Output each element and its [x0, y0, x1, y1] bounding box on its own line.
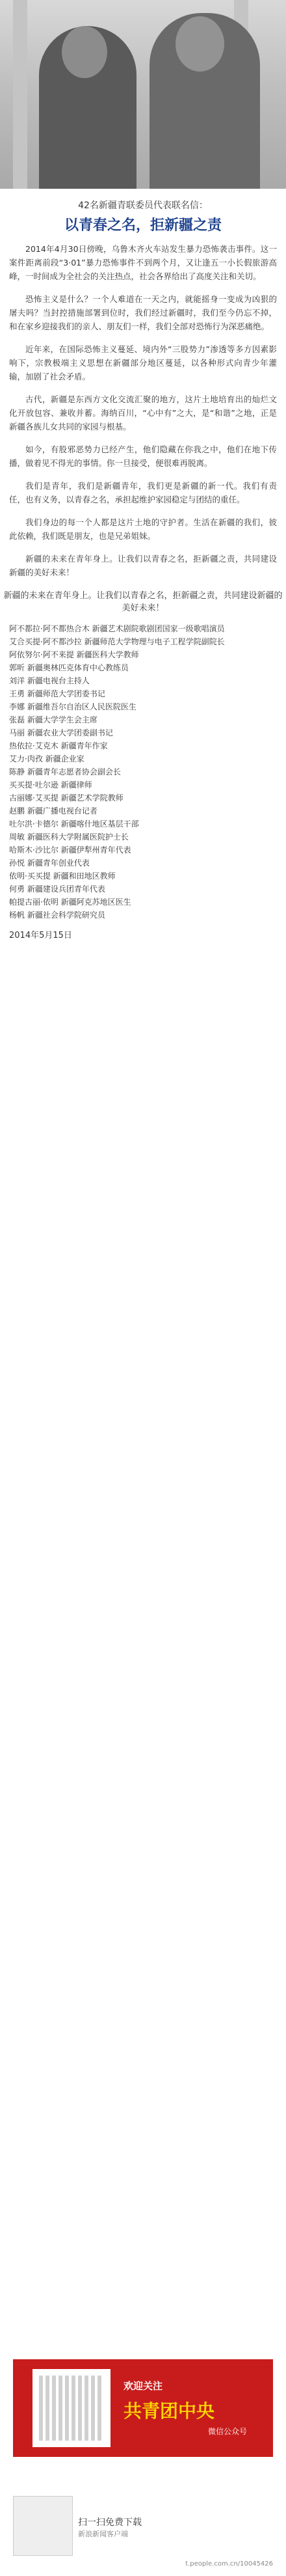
signer-item: 周敏 新疆医科大学附属医院护士长	[9, 832, 129, 842]
article-date: 2014年5月15日	[9, 931, 72, 940]
paragraph: 2014年4月30日傍晚，乌鲁木齐火车站发生暴力恐怖袭击事件。这一案件距离前段“3·01”暴力恐怖事件不到两个月，又让逢五一小长假旅游高峰，一时间成为全社会的关注热点，社会各界给出了高度关注和关切。	[9, 244, 277, 281]
article-subtitle: 42名新疆青联委员代表联名信：	[78, 200, 208, 211]
signer-item: 杨帆 新疆社会科学院研究员	[9, 911, 105, 920]
paragraph: 近年来，在国际恐怖主义蔓延、境内外“三股势力”渗透等多方因素影响下，宗教极端主义思想在新疆部分地区蔓延，以各种形式向青少年灌输，加剧了社会矛盾。	[9, 344, 277, 381]
signer-item: 买买提·吐尔逊 新疆律师	[9, 780, 92, 789]
download-footer	[13, 2489, 273, 2568]
signer-item: 吐尔洪·卡德尔 新疆喀什地区基层干部	[9, 819, 139, 829]
scan-label: 扫一扫免费下载	[78, 2517, 142, 2528]
signer-item: 李娜 新疆维吾尔自治区人民医院医生	[9, 702, 136, 711]
photo-pillar	[13, 0, 27, 189]
signer-item: 阿不都拉·阿不都热合木 新疆艺术剧院歌剧团国家一级歌唱演员	[9, 624, 225, 633]
signer-item: 艾合买提·阿不都沙拉 新疆师范大学物理与电子工程学院副院长	[9, 637, 225, 646]
scan-download-text[interactable]	[78, 2515, 142, 2539]
wechat-follow-banner[interactable]	[13, 2359, 273, 2457]
signer-item: 哈斯木·沙比尔 新疆伊犁州青年代表	[9, 845, 131, 855]
signer-item: 帕提古丽·依明 新疆阿克苏地区医生	[9, 897, 131, 907]
signer-item: 艾力·肉孜 新疆企业家	[9, 754, 84, 763]
signer-list	[9, 622, 277, 922]
banner-brand: 共青团中央	[124, 2400, 215, 2422]
paragraph: 我们是青年，我们是新疆青年，我们更是新疆的新一代。我们有责任，也有义务，以青春之名，承担起维护家园稳定与团结的重任。	[9, 481, 277, 504]
signer-item: 赵鹏 新疆广播电视台记者	[9, 806, 98, 815]
signer-item: 郭昕 新疆奥林匹克体育中心教练员	[9, 663, 129, 672]
article-title: 以青春之名，拒新疆之责	[64, 217, 222, 234]
signer-item: 依明·买买提 新疆和田地区教师	[9, 871, 116, 881]
signer-item: 张磊 新疆大学学生会主席	[9, 715, 98, 724]
signer-item: 王勇 新疆师范大学团委书记	[9, 689, 105, 698]
photo-head-right	[176, 16, 224, 72]
banner-welcome: 欢迎关注	[124, 2380, 163, 2392]
signer-item: 陈静 新疆青年志愿者协会副会长	[9, 767, 121, 776]
watermark: t.people.com.cn/10045426	[185, 2560, 273, 2568]
photo-head-left	[62, 26, 107, 78]
signer-item: 刘洋 新疆电视台主持人	[9, 676, 90, 685]
paragraph: 新疆的未来在青年身上。让我们以青春之名，拒新疆之责，共同建设新疆的美好未来！	[9, 554, 277, 577]
signer-item: 热依拉·艾克木 新疆青年作家	[9, 741, 108, 750]
signer-item: 古丽娜·艾买提 新疆艺术学院教师	[9, 793, 124, 802]
header-photo	[0, 0, 286, 189]
qr-code-icon[interactable]	[32, 2369, 110, 2447]
paragraph: 恐怖主义是什么？一个人难道在一天之内，就能摇身一变成为凶狠的屠夫吗？当封控措施部署到位时，我们经过新疆时，我们至今仍忘不掉，和在家乡迎接我们的亲人、朋友们一样，我们全部对恐怖行为深恶痛绝。	[9, 294, 277, 331]
signer-item: 阿依努尔·阿不来提 新疆医科大学教师	[9, 650, 139, 659]
signer-item: 孙悦 新疆青年创业代表	[9, 858, 90, 868]
paragraph: 我们身边的每一个人都是这片土地的守护者。生活在新疆的我们，彼此依赖，我们既是朋友，也是兄弟姐妹。	[9, 517, 277, 541]
article-body	[0, 199, 286, 940]
article-signature: 新疆的未来在青年身上。让我们以青春之名，拒新疆之责，共同建设新疆的美好未来！	[3, 591, 283, 613]
banner-account: 微信公众号	[208, 2427, 248, 2436]
paragraph: 如今，有股邪恶势力已经产生，他们隐藏在你我之中，他们在地下传播，做着见不得光的事情。你一旦接受，便很难再脱离。	[9, 445, 277, 468]
paragraph: 古代，新疆是东西方文化交流汇聚的地方，这片土地培育出的灿烂文化开放包容、兼收并蓄。海纳百川，“心中有”之大，是“和谐”之地，正是新疆各族儿女共同的家园与根基。	[9, 394, 277, 432]
qr-code-icon[interactable]	[13, 2496, 73, 2556]
signer-item: 马丽 新疆农业大学团委副书记	[9, 728, 113, 737]
scan-sub-label: 新浪新闻客户端	[78, 2530, 128, 2538]
signer-item: 何勇 新疆建设兵团青年代表	[9, 884, 105, 894]
